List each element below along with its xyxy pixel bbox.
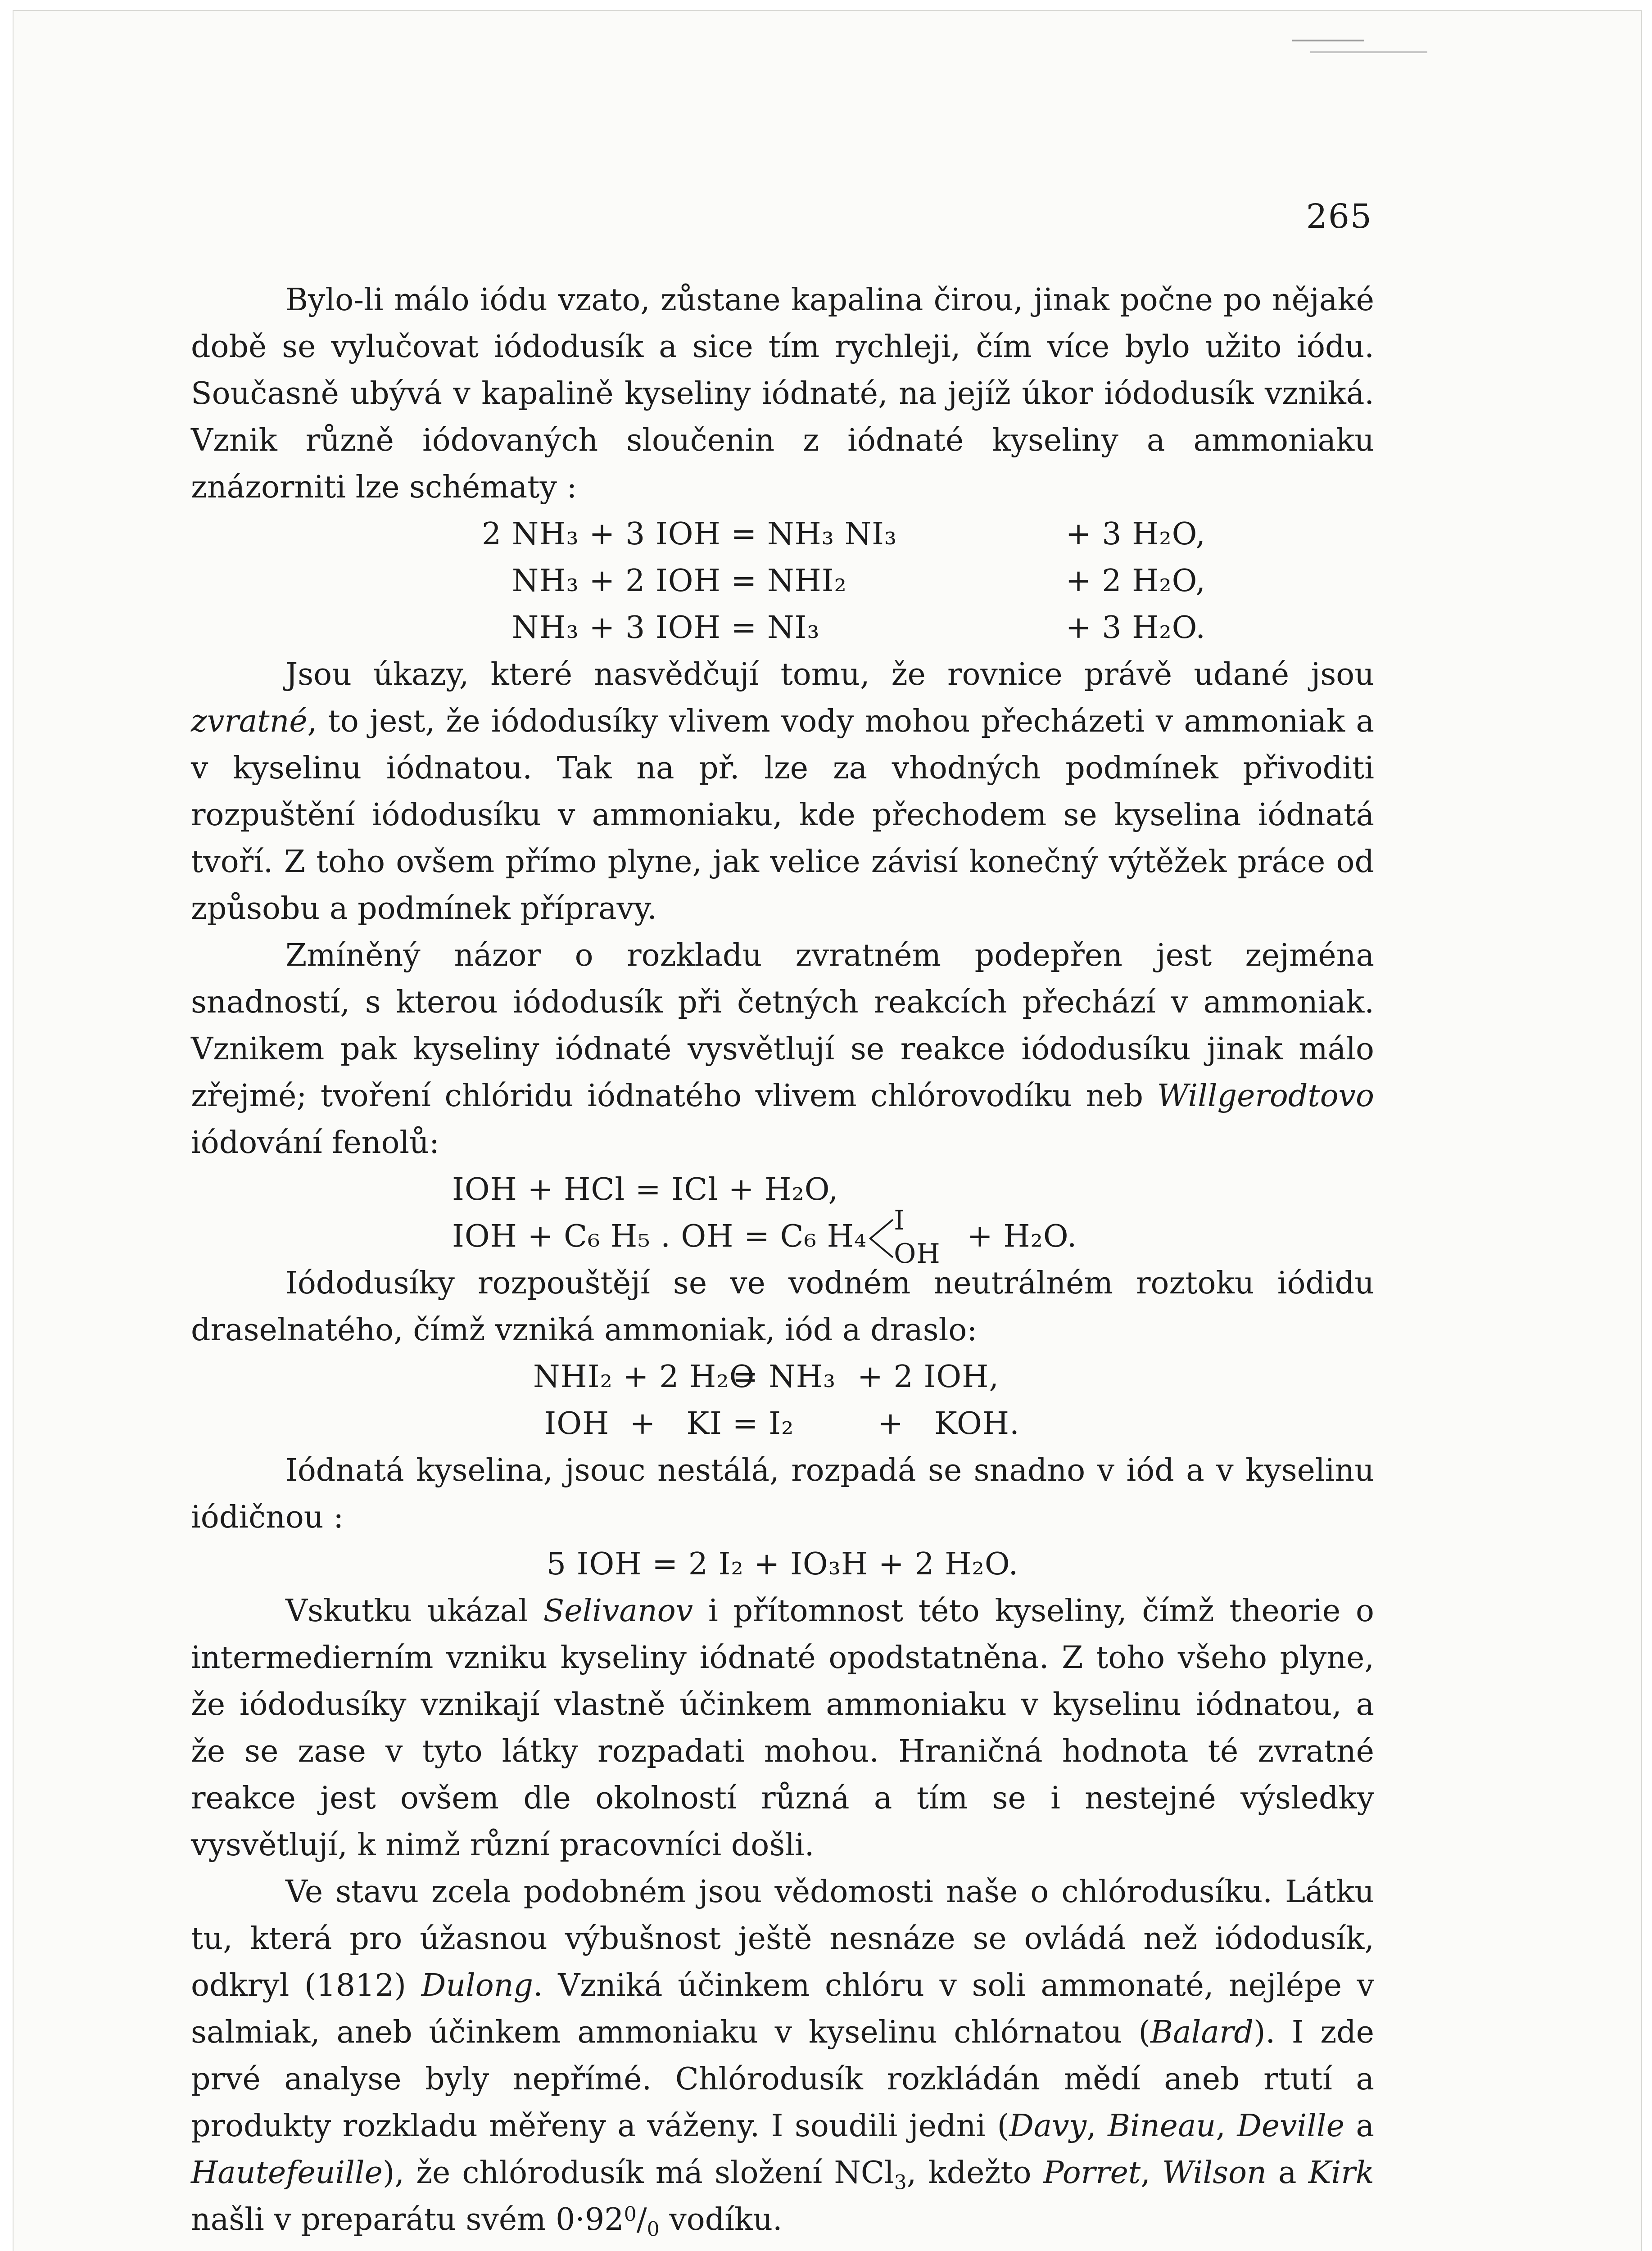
author-name: Selivanov [543,1593,693,1629]
equation-line [191,605,1374,651]
emphasis: zvratné [191,704,308,739]
equation-line [191,1354,1374,1401]
author-name: Wilson [1162,2155,1267,2191]
author-name: Deville [1237,2108,1345,2144]
text-run: Vskutku ukázal [285,1593,543,1629]
branch-bottom: OH [894,1238,941,1270]
superscript: 0 [624,2203,637,2226]
equation-line [191,1541,1374,1588]
equation-tail: + 2 IOH, [857,1359,999,1395]
equation-line [191,1166,1374,1213]
author-name: Balard [1150,2015,1254,2050]
equation-tail: + 2 H₂O, [1055,563,1206,599]
paragraph-4: Iódodusíky rozpouštějí se ve vodném neutrálném roztoku iódidu draselnatého, čímž vzniká ammoniak, iód a draslo: [191,1266,1374,1348]
equation-line [191,1205,1374,1270]
text-run: a [1266,2155,1308,2191]
equation-product: = I₂ [722,1406,804,1442]
subscript: 0 [647,2218,660,2241]
equation-lhs: 2 NH₃ + 3 IOH = [481,516,767,552]
text-run: našli v preparátu svém 0·92 [191,2202,624,2237]
equation-product: NH₃ NI₃ [767,516,897,552]
text-run: / [636,2202,647,2237]
equation-product: NHI₂ [767,563,847,599]
text-run: , kdežto [906,2155,1043,2191]
author-name: Davy [1009,2108,1087,2144]
text-run: ), že chlórodusík má složení NCl [382,2155,894,2191]
text-run: Ve stavu zcela podobném jsou vědomosti naše o chlórodusíku. Látku tu, která pro úžasnou výbušnost ještě nesnáze se ovládá než iódodusík, odkryl (1812) [191,1874,1374,2003]
equation-line [191,1401,1374,1447]
author-name: Willgerodtovo [1157,1078,1374,1114]
equation-lhs: NHI₂ + 2 H₂O [533,1359,755,1395]
text-run: , [1141,2155,1163,2191]
equation-text: 5 IOH = 2 I₂ + IO₃H + 2 H₂O. [546,1546,1019,1582]
author-name: Hautefeuille [191,2155,383,2191]
page-body [191,277,1374,2243]
text-run: . Vzniká účinkem chlóru v soli ammonaté, nejlépe v salmiak, aneb účinkem ammoniaku v kyselinu chlórnatou ( [191,1968,1374,2050]
equation-product: NI₃ [767,610,820,646]
text-run: , [1216,2108,1237,2144]
text-run: iódování fenolů: [191,1125,439,1161]
author-name: Bineau [1108,2108,1216,2144]
paragraph-6 [191,1588,1374,1869]
author-name: Porret [1043,2155,1141,2191]
branch-top: I [894,1205,905,1236]
author-name: Dulong [421,1968,534,2003]
paragraph-1: Bylo-li málo iódu vzato, zůstane kapalina čirou, jinak počne po nějaké době se vylučovat iódodusík a sice tím rychleji, čím více bylo užito iódu. Současně ubývá v kapalině kyseliny iódnaté, na jejíž úkor iódodusík vzniká. Vznik různě iódovaných sloučenin z iódnaté kyseliny a ammoniaku znázorniti lze schématy : [191,282,1374,505]
text-run: i přítomnost této kyseliny, čímž theorie o intermedierním vzniku kyseliny iódnaté opodstatněna. Z toho všeho plyne, že iódodusíky vznikají vlastně účinkem ammoniaku v kyselinu iódnatou, a že se zase v tyto látky rozpadati mohou. Hraničná hodnota té zvratné reakce jest ovšem dle okolností různá a tím se i nestejné výsledky vysvětlují, k nimž různí pracovníci došli. [191,1593,1374,1863]
equation-lhs: NH₃ + 3 IOH = [511,610,767,646]
equation-tail: + 3 H₂O, [1055,516,1206,552]
equation-lhs: IOH + C₆ H₅ . OH = C₆ H₄ [452,1219,867,1254]
text-run: ). I zde prvé analyse byly nepřímé. Chlórodusík rozkládán mědí aneb rtutí a produkty rozkladu měřeny a váženy. I soudili jedni ( [191,2015,1374,2144]
equation-product: = NH₃ [722,1359,846,1395]
paragraph-3 [191,932,1374,1166]
paragraph-5: Iódnatá kyselina, jsouc nestálá, rozpadá se snadno v iód a v kyselinu iódičnou : [191,1453,1374,1535]
equation-tail: + H₂O. [957,1219,1077,1254]
text-run: Jsou úkazy, které nasvědčují tomu, že rovnice právě udané jsou [285,657,1374,692]
scan-mark [1310,51,1427,53]
equation-lhs: NH₃ + 2 IOH = [511,563,767,599]
equation-text: IOH + HCl = ICl + H₂O, [452,1172,839,1207]
equation-line [191,558,1374,605]
scan-mark [1292,40,1364,41]
subscript: 3 [894,2171,907,2194]
text-run: Zmíněný názor o rozkladu zvratném podepřen jest zejména snadností, s kterou iódodusík při četných reakcích přechází v ammoniak. Vznikem pak kyseliny iódnaté vysvětlují se reakce iódodusíku jinak málo zřejmé; tvoření chlóridu iódnatého vlivem chlórovodíku neb [191,938,1374,1114]
text-run: a [1344,2108,1375,2144]
text-run: , [1086,2108,1108,2144]
equation-tail: + KOH. [857,1406,1020,1442]
text-run: , to jest, že iódodusíky vlivem vody mohou přecházeti v ammoniak a v kyselinu iódnatou. Tak na př. lze za vhodných podmínek přivoditi rozpuštění iódodusíku v ammoniaku, kde přechodem se kyselina iódnatá tvoří. Z toho ovšem přímo plyne, jak velice závisí konečný výtěžek práce od způsobu a podmínek přípravy. [191,704,1374,927]
equation-tail: + 3 H₂O. [1055,610,1206,646]
author-name: Kirk [1308,2155,1374,2191]
text-run: vodíku. [659,2202,783,2237]
paragraph-2 [191,651,1374,932]
equation-lhs: IOH + KI [544,1406,722,1442]
page-number: 265 [1306,197,1372,236]
substituent-branch [867,1205,957,1270]
equation-line [191,511,1374,558]
paragraph-7 [191,1869,1374,2243]
